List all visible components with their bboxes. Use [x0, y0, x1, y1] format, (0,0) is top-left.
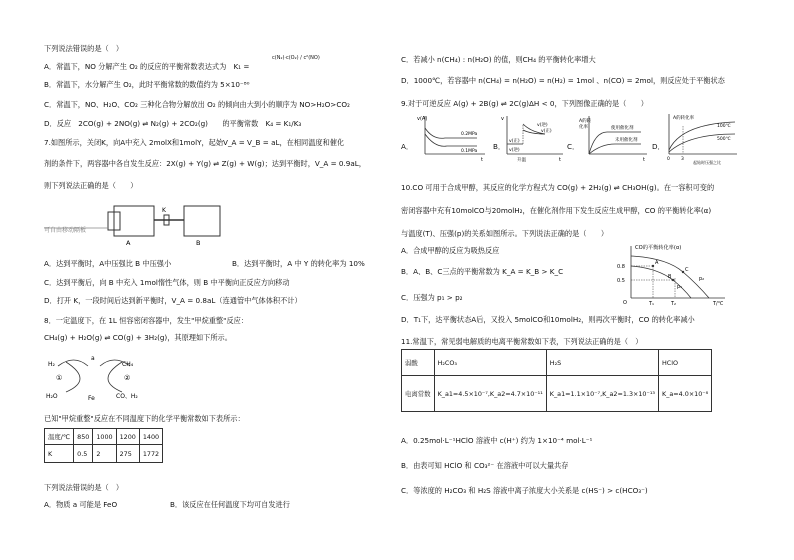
q11-option-a: A．0.25mol·L⁻¹HClO 溶液中 c(H⁺) 约为 1×10⁻⁴ mol·L⁻¹ [401, 436, 593, 445]
q8-th-850: 850 [74, 429, 93, 445]
q8-equilibrium-table [44, 428, 163, 463]
q8-fig-step1: ① [56, 374, 63, 382]
q9-graph-d [663, 112, 739, 166]
q11-td-hclo: K_a=4.0×10⁻⁸ [659, 376, 712, 412]
q8-td-1200: 275 [116, 445, 139, 463]
q10-fig-t2: T₂ [671, 301, 677, 307]
q10-fig-point-c: C [685, 267, 689, 273]
q9b-line2: v(正) [541, 129, 552, 134]
q8-cycle-figure [44, 352, 144, 404]
q10-fig-point-b: B [668, 274, 672, 280]
q6-option-c: C．常温下，NO、H₂O、CO₂ 三种化合物分解放出 O₂ 的倾向由大到小的顺序为 NO>H₂O>CO₂ [44, 100, 350, 109]
q8-fig-ch4: CH₄ [122, 361, 134, 368]
q11-ionization-table [401, 349, 712, 412]
q8-fig-h2o: H₂O [46, 393, 58, 400]
q11-td-h2co3: K_a1=4.5×10⁻⁷,K_a2=4.7×10⁻¹¹ [434, 376, 546, 412]
q7-option-d: D．打开 K，一段时间后达到新平衡时，V_A = 0.8aL（连通管中气体体积不计） [44, 296, 302, 305]
q8-option-a: A．物质 a 可能是 FeO [44, 500, 118, 509]
q9a-y-label: v(A) [417, 116, 428, 122]
q9d-three: 3 [681, 157, 684, 162]
q10-fig-title: CO的平衡转化率(α) [635, 245, 682, 251]
q9a-line2: 0.1MPa [461, 149, 478, 154]
q9a-line1: 0.2MPa [461, 132, 478, 137]
q10-stem-line2: 密闭容器中充有10molCO与20molH₂，在催化剂作用下发生反应生成甲醇，CO 的平衡转化率(α) [401, 206, 712, 215]
q9c-line2: 未用催化剂 [615, 138, 638, 143]
q9c-y-label1: A的转 [579, 119, 592, 124]
q11-option-c: C．等浓度的 H₂CO₃ 和 H₂S 溶液中离子浓度大小关系是 c(HS⁻) > c(HCO₃⁻) [401, 486, 648, 495]
q8-fig-a: a [91, 355, 95, 362]
q6-prompt: 下列说法错误的是（ ） [44, 44, 124, 53]
q11-th-h2co3: H₂CO₃ [434, 350, 546, 376]
q9-graph-b [501, 114, 565, 164]
q9b-line4: v(逆) [509, 148, 520, 153]
q8-option-c: C．若减小 n(CH₄) : n(H₂O) 的值，则CH₄ 的平衡转化率增大 [401, 55, 596, 64]
q9b-line3: v(正) [509, 139, 520, 144]
q9b-line1: v(逆) [537, 123, 548, 128]
q9d-line2: 500℃ [717, 137, 731, 142]
q11-th-acid: 弱酸 [402, 350, 435, 376]
q6-option-b: B．常温下，水分解产生 O₂，此时平衡常数的数值约为 5×10⁻⁸⁰ [44, 80, 250, 89]
q8-th-temp: 温度/℃ [45, 429, 74, 445]
q10-conversion-figure [617, 242, 737, 310]
q9d-line1: 100℃ [717, 124, 731, 129]
q10-fig-t1: T₁ [649, 301, 655, 307]
q9-label-d: D． [652, 142, 665, 151]
q6-option-a: A．常温下，NO 分解产生 O₂ 的反应的平衡常数表达式为 K₁ = [44, 62, 250, 71]
q8-td-k: K [45, 445, 74, 463]
q9b-y-label: v [501, 116, 504, 122]
q7-fig-container-b: B [196, 239, 201, 247]
q6-option-a-fraction: c(N₂)·c(O₂) / c²(NO) [272, 55, 320, 61]
q10-fig-point-a: A [655, 260, 659, 266]
q9-graph-c [579, 114, 649, 164]
q9-label-c: C． [567, 142, 580, 151]
q7-stem-line2: 剂的条件下，两容器中各自发生反应：2X(g) + Y(g) ⇌ Z(g) + W(g)；达到平衡时，V_A = 0.9aL， [44, 159, 366, 168]
q7-fig-valve-k: K [162, 207, 166, 214]
q9c-y-label2: 化率 [579, 125, 588, 130]
q9-stem: 9.对于可逆反应 A(g) + 2B(g) ⇌ 2C(g)ΔH < 0，下列图像正确的是（ ） [401, 99, 648, 108]
q8-table-intro: 已知"甲烷重整"反应在不同温度下的化学平衡常数如下表所示： [44, 414, 245, 423]
q11-option-b: B．由表可知 HClO 和 CO₃²⁻ 在溶液中可以大量共存 [401, 461, 569, 470]
q10-stem-line3: 与温度(T)、压强(p)的关系如图所示。下列说法正确的是（ ） [401, 229, 609, 238]
q11-stem: 11.常温下，常见弱电解质的电离平衡常数如下表，下列说法正确的是（ ） [401, 337, 643, 346]
q9-label-a: A． [401, 142, 414, 151]
q11-th-h2s: H₂S [546, 350, 658, 376]
q8-option-d: D．1000℃，若容器中 n(CH₄) = n(H₂O) = n(H₂) = 1mol 、n(CO) = 2mol，则反应处于平衡状态 [401, 76, 725, 85]
q7-option-c: C．达到平衡后，向 B 中充入 1mol惰性气体，则 B 中平衡向正反应方向移动 [44, 278, 290, 287]
right-column [397, 0, 794, 560]
q9d-title: A的转化率 [673, 116, 695, 121]
q10-fig-p2: p₂ [699, 276, 705, 282]
q10-fig-origin: O [623, 300, 627, 306]
q8-fig-co-h2: CO、H₂ [116, 393, 138, 400]
q7-option-a: A．达到平衡时，A中压强比 B 中压强小 [44, 259, 172, 268]
q9a-x-label: t [481, 157, 483, 162]
q8-fig-fe: Fe [88, 395, 95, 402]
q9d-x-label: 起始时压强之比 [693, 160, 721, 165]
q8-option-b: B．该反应在任何温度下均可自发进行 [170, 500, 290, 509]
q11-td-h2s: K_a1=1.1×10⁻⁷,K_a2=1.3×10⁻¹³ [546, 376, 658, 412]
q7-container-figure [44, 200, 234, 252]
q8-prompt: 下列说法错误的是（ ） [44, 483, 124, 492]
q9-graph-a [417, 114, 487, 162]
q8-stem-line2: CH₄(g) + H₂O(g) ⇌ CO(g) + 3H₂(g)，其原理如下所示。 [44, 333, 232, 342]
q10-option-a: A．合成甲醇的反应为吸热反应 [401, 246, 500, 255]
q11-td-label: 电离常数 [402, 376, 435, 412]
q8-fig-step2: ② [124, 374, 131, 382]
q7-option-b: B．达到平衡时，A 中 Y 的转化率为 10% [232, 259, 365, 268]
q9c-x-label: t [643, 157, 645, 163]
q9b-t-label: t [559, 157, 561, 163]
q9d-zero: 0 [667, 157, 670, 162]
q8-stem-line1: 8．一定温度下，在 1L 恒容密闭容器中，发生"甲烷重整"反应： [44, 316, 249, 325]
q10-stem-line1: 10.CO 可用于合成甲醇，其反应的化学方程式为 CO(g) + 2H₂(g) ⇌ CH₃OH(g)。在一容积可变的 [401, 183, 715, 192]
q8-td-1400: 1772 [139, 445, 162, 463]
q8-th-1200: 1200 [116, 429, 139, 445]
q10-option-d: D．T₁下，达平衡状态A后，又投入 5molCO和10molH₂，则再次平衡时，CO 的转化率减小 [401, 315, 695, 324]
q6-option-d: D．反应 2CO(g) + 2NO(g) ⇌ N₂(g) + 2CO₂(g) 的平衡常数 K₄ = K₁/K₃ [44, 119, 302, 128]
q9c-line1: 使用催化剂 [611, 126, 634, 131]
q10-fig-y05: 0.5 [617, 278, 625, 284]
q10-option-b: B．A、B、C三点的平衡常数为 K_A = K_B > K_C [401, 267, 564, 276]
q10-option-c: C．压强为 p₁ > p₂ [401, 293, 463, 302]
q7-stem-line1: 7.如图所示，关闭K，向A中充入 2molX和1molY，起始V_A = V_B = aL，在相同温度和催化 [44, 138, 345, 147]
q8-td-1000: 2 [93, 445, 116, 463]
q8-fig-h2: H₂ [48, 361, 55, 368]
q7-stem-line3: 则下列说法正确的是（ ） [44, 181, 138, 190]
q9b-x-label: 升温 [517, 158, 526, 163]
q10-fig-p1: p₁ [677, 284, 683, 290]
q11-th-hclo: HClO [659, 350, 712, 376]
q10-fig-y08: 0.8 [617, 264, 625, 270]
q10-fig-x-label: T/℃ [713, 301, 724, 307]
q9-label-b: B． [493, 142, 506, 151]
q7-fig-container-a: A [126, 239, 131, 247]
q8-th-1000: 1000 [93, 429, 116, 445]
q8-th-1400: 1400 [139, 429, 162, 445]
q8-td-850: 0.5 [74, 445, 93, 463]
q7-fig-partition-label: 可自由移动隔板 [44, 227, 87, 234]
